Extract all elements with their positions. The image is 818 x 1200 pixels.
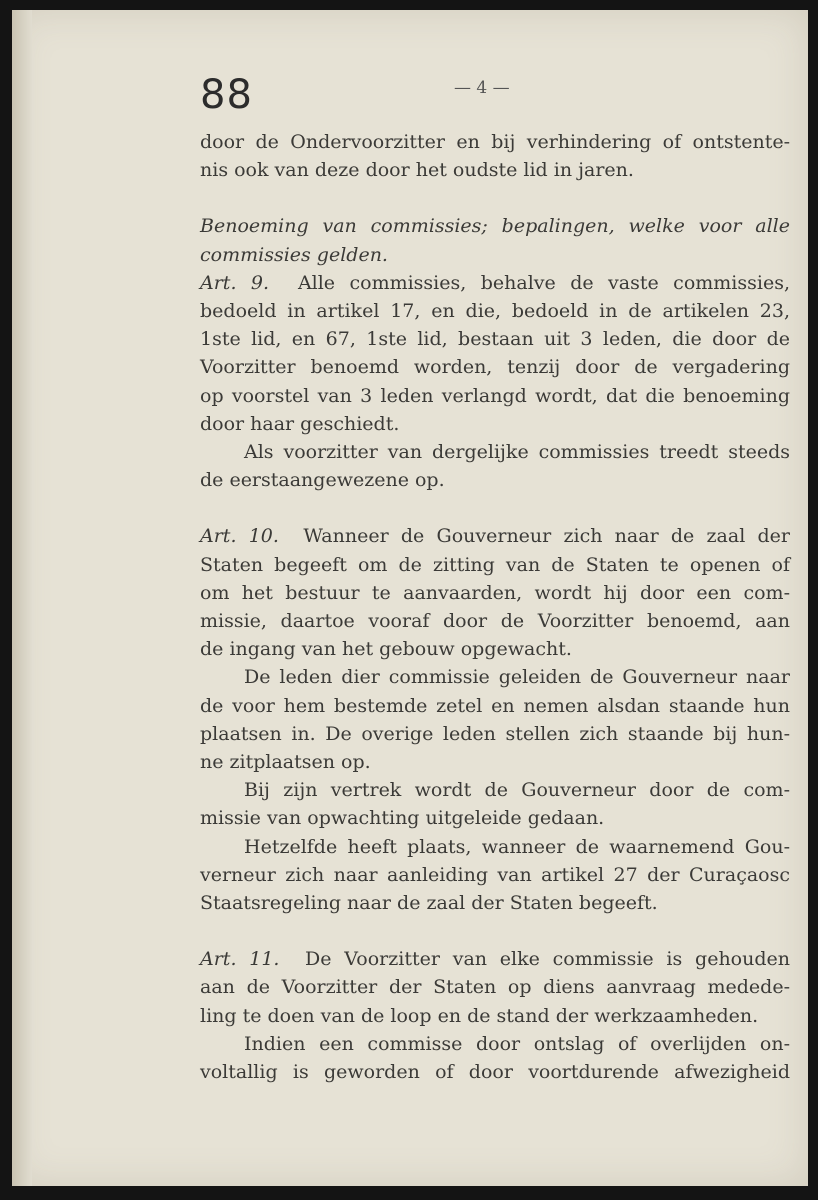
- section-heading: Benoeming van commissies; bepalingen, welke voor alle: [200, 215, 790, 238]
- text-line: door de Ondervoorzitter en bij verhindering of ontstente-: [200, 131, 790, 153]
- article-text: De Voorzitter van elke commissie is gehouden: [305, 948, 790, 971]
- article-first-line: [200, 522, 790, 550]
- text-line: de eerstaangewezene op.: [200, 469, 445, 492]
- text-line: de ingang van het gebouw opgewacht.: [200, 638, 572, 661]
- text-line: De leden dier commissie geleiden de Gouverneur naar: [244, 666, 790, 689]
- page-body: [200, 128, 790, 1086]
- text-line: Staatsregeling naar de zaal der Staten begeeft.: [200, 892, 658, 915]
- text-line: op voorstel van 3 leden verlangd wordt, dat die benoeming: [200, 384, 790, 407]
- article-first-line: [200, 945, 790, 973]
- text-line: ne zitplaatsen op.: [200, 751, 371, 774]
- running-header: — 4 —: [454, 78, 510, 98]
- page-number: 88: [200, 72, 253, 118]
- article-first-line: [200, 269, 790, 297]
- text-line: Voorzitter benoemd worden, tenzij door de vergadering: [200, 356, 790, 379]
- text-line: Bij zijn vertrek wordt de Gouverneur door de com-: [244, 779, 790, 802]
- text-line: ling te doen van de loop en de stand der werkzaamheden.: [200, 1004, 759, 1027]
- text-line: de voor hem bestemde zetel en nemen alsdan staande hun: [200, 694, 790, 717]
- article-text: Alle commissies, behalve de vaste commissies,: [297, 271, 790, 294]
- section-heading: commissies gelden.: [200, 243, 388, 266]
- article-label: Art. 9.: [200, 271, 270, 294]
- article-label: Art. 11.: [200, 948, 280, 971]
- text-line: verneur zich naar aanleiding van artikel 27 der Curaçaosc: [200, 863, 790, 886]
- text-line: Als voorzitter van dergelijke commissies treedt steeds: [244, 441, 790, 464]
- text-line: nis ook van deze door het oudste lid in jaren.: [200, 159, 634, 182]
- text-line: voltallig is geworden of door voortdurende afwezigheid: [200, 1061, 790, 1084]
- text-line: plaatsen in. De overige leden stellen zich staande bij hun-: [200, 722, 790, 745]
- text-line: door haar geschiedt.: [200, 412, 400, 435]
- text-line: Staten begeeft om de zitting van de Staten te openen of: [200, 553, 790, 576]
- text-line: missie, daartoe vooraf door de Voorzitter benoemd, aan: [200, 610, 790, 633]
- text-line: Indien een commisse door ontslag of overlijden on-: [244, 1032, 790, 1055]
- article-text: Wanneer de Gouverneur zich naar de zaal der: [303, 525, 790, 548]
- text-line: 1ste lid, en 67, 1ste lid, bestaan uit 3 leden, die door de: [200, 328, 790, 351]
- text-line: om het bestuur te aanvaarden, wordt hij door een com-: [200, 581, 790, 604]
- page-binding-edge: [12, 10, 32, 1186]
- text-line: missie van opwachting uitgeleide gedaan.: [200, 807, 605, 830]
- text-line: Hetzelfde heeft plaats, wanneer de waarnemend Gou-: [244, 835, 790, 858]
- text-line: aan de Voorzitter der Staten op diens aanvraag medede-: [200, 976, 790, 999]
- article-label: Art. 10.: [200, 525, 279, 548]
- text-line: bedoeld in artikel 17, en die, bedoeld in de artikelen 23,: [200, 300, 790, 323]
